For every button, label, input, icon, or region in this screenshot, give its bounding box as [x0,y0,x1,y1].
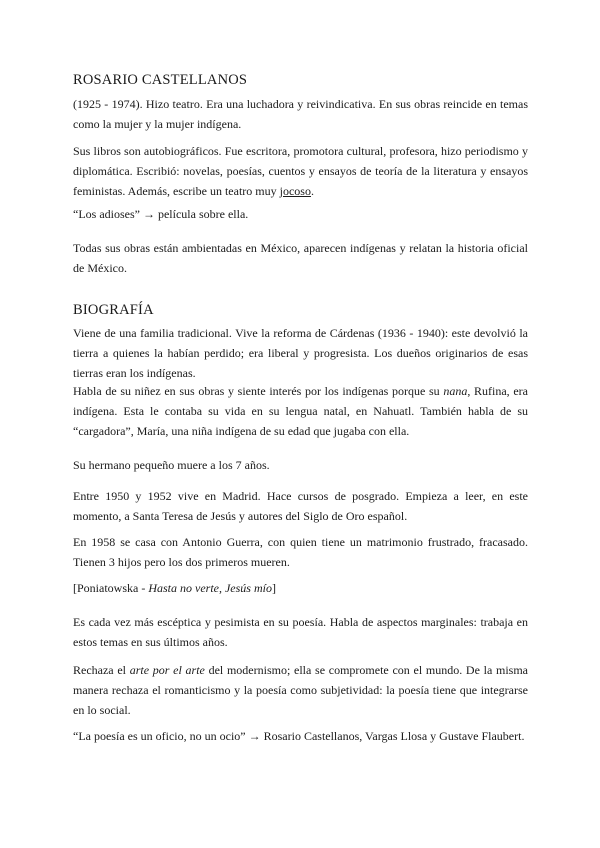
paragraph-hermano: Su hermano pequeño muere a los 7 años. [73,458,270,472]
poniatowska-suffix: ] [271,581,276,595]
paragraph-poniatowska [73,578,528,598]
paragraph-books [73,141,528,201]
section-title-rosario-castellanos: ROSARIO CASTELLANOS [73,72,248,88]
paragraph-modernismo [73,660,528,720]
paragraph-modernismo-rest: del modernismo; ella se compromete con el mundo. De la misma manera rechaza el romanticismo y la poesía como subjetividad: la poesía tiene que integrarse en lo social. [73,663,528,717]
paragraph-ninez-text: Habla de su niñez en sus obras y siente interés por los indígenas porque su [73,384,444,398]
underlined-word-jocoso: jocoso [279,184,311,198]
paragraph-matrimonio: En 1958 se casa con Antonio Guerra, con quien tiene un matrimonio frustrado, fracasado. Tienen 3 hijos pero los dos primeros mueren. [73,535,528,569]
poniatowska-prefix: [Poniatowska - [73,581,149,595]
paragraph-books-text: Sus libros son autobiográficos. Fue escritora, promotora cultural, profesora, hizo periodismo y diplomática. Escribió: novelas, poesías, cuentos y ensayos de teoría de la literatura y ensayos feministas. Además, escribe un teatro muy [73,144,528,198]
paragraph-ninez-rest: , Rufina, era indígena. Esta le contaba su vida en su lengua natal, en Nahuatl. También habla de su “cargadora”, María, una niña indígena de su edad que jugaba con ella. [73,384,528,438]
paragraph-oficio: “La poesía es un oficio, no un ocio” → Rosario Castellanos, Vargas Llosa y Gustave Flaubert. [73,729,525,743]
paragraph-ambientadas: Todas sus obras están ambientadas en México, aparecen indígenas y relatan la historia oficial de México. [73,241,528,275]
paragraph-ninez [73,381,528,441]
paragraph-modernismo-text: Rechaza el [73,663,130,677]
paragraph-intro: (1925 - 1974). Hizo teatro. Era una luchadora y reivindicativa. En sus obras reincide en temas como la mujer y la mujer indígena. [73,97,528,131]
italic-word-nana: nana [443,384,468,398]
paragraph-esceptica: Es cada vez más escéptica y pesimista en su poesía. Habla de aspectos marginales: trabaja en estos temas en sus últimos años. [73,615,528,649]
paragraph-los-adioses: “Los adioses” → película sobre ella. [73,207,249,221]
paragraph-books-end: . [310,184,314,198]
paragraph-madrid: Entre 1950 y 1952 vive en Madrid. Hace cursos de posgrado. Empieza a leer, en este momento, a Santa Teresa de Jesús y autores del Siglo de Oro español. [73,489,528,523]
paragraph-familia: Viene de una familia tradicional. Vive la reforma de Cárdenas (1936 - 1940): este devolvió la tierra a quienes la habían perdido; era liberal y progresista. Los dueños originarios de esas tierras eran los indígenas. [73,326,528,380]
italic-title-hasta-no-verte: Hasta no verte, Jesús mío [148,581,272,595]
italic-phrase-arte-por-el-arte: arte por el arte [129,663,205,677]
section-title-biografia: BIOGRAFÍA [73,302,154,318]
